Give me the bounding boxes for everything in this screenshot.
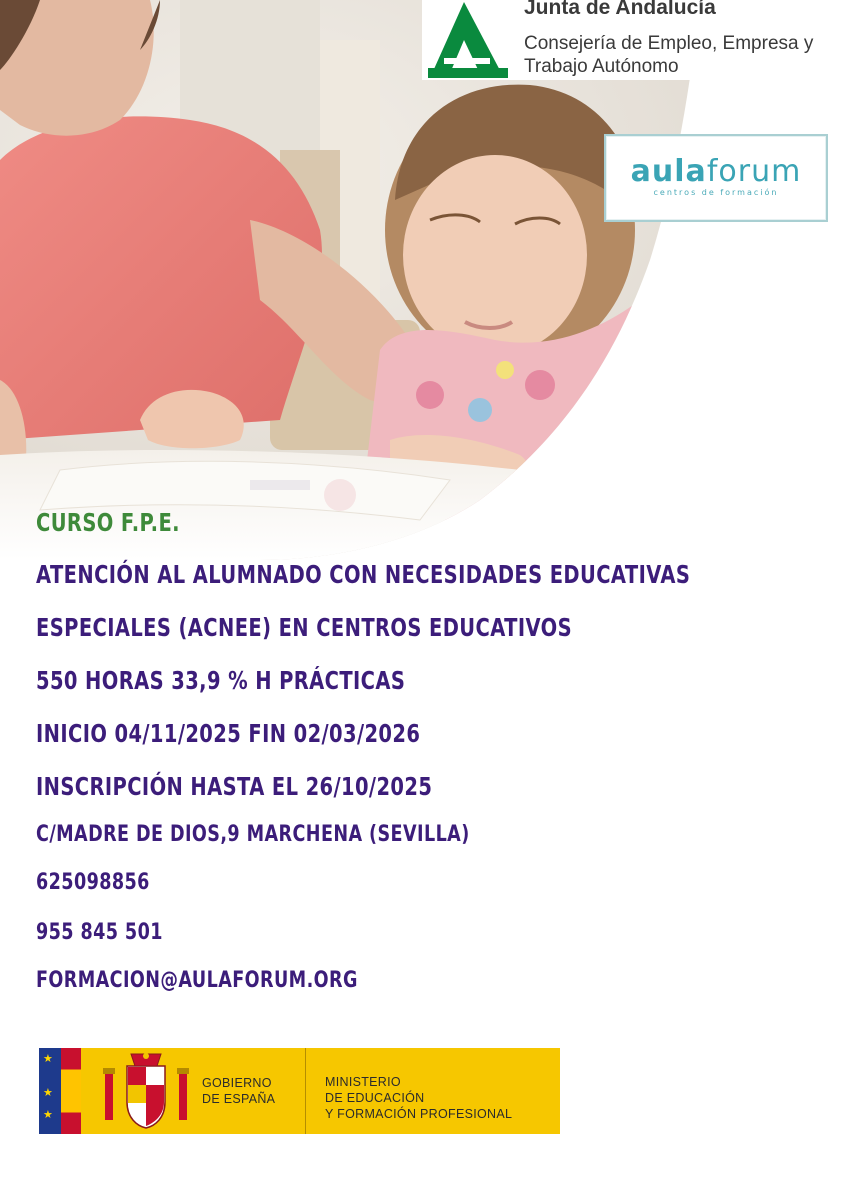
ministerio-line-1: MINISTERIO [325,1075,401,1089]
course-title-line-2: ESPECIALES (ACNEE) EN CENTROS EDUCATIVOS [36,613,573,642]
consejeria-line-1: Consejería de Empleo, Empresa y [524,33,814,54]
coat-of-arms-icon [101,1052,191,1130]
aulaforum-brand [606,154,826,189]
course-phone-2: 955 845 501 [36,920,163,945]
aulaforum-brand-prefix: aula [630,154,707,189]
ministerio-line-2: DE EDUCACIÓN [325,1091,425,1105]
eu-flag-icon: ★ ★ ★ [39,1048,61,1134]
banner-divider [305,1048,306,1134]
junta-title: Junta de Andalucía [524,0,716,19]
gobierno-line-1: GOBIERNO [202,1076,272,1090]
hero-photo-illustration [0,0,849,560]
aulaforum-brand-suffix: forum [706,154,802,189]
course-type: CURSO F.P.E. [36,508,180,537]
aulaforum-logo [604,134,828,222]
course-address: C/MADRE DE DIOS,9 MARCHENA (SEVILLA) [36,822,470,847]
spain-flag-icon [61,1048,81,1134]
consejeria-line-2: Trabajo Autónomo [524,56,679,77]
course-phone-1: 625098856 [36,870,150,895]
course-title-line-1: ATENCIÓN AL ALUMNADO CON NECESIDADES EDUCATIVAS [36,560,691,589]
hero-photo [0,0,849,560]
ministerio-text [325,1074,512,1122]
course-hours: 550 HORAS 33,9 % H PRÁCTICAS [36,666,406,695]
junta-andalucia-header [422,0,849,80]
course-dates: INICIO 04/11/2025 FIN 02/03/2026 [36,719,421,748]
junta-andalucia-logo-icon [424,0,510,80]
ministerio-line-3: Y FORMACIÓN PROFESIONAL [325,1107,513,1121]
gobierno-line-2: DE ESPAÑA [202,1092,276,1106]
ministry-banner [39,1048,560,1134]
course-email: FORMACION@AULAFORUM.ORG [36,968,358,993]
aulaforum-tagline: centros de formación [653,188,779,197]
gobierno-text [202,1075,275,1107]
course-enrollment: INSCRIPCIÓN HASTA EL 26/10/2025 [36,772,433,801]
